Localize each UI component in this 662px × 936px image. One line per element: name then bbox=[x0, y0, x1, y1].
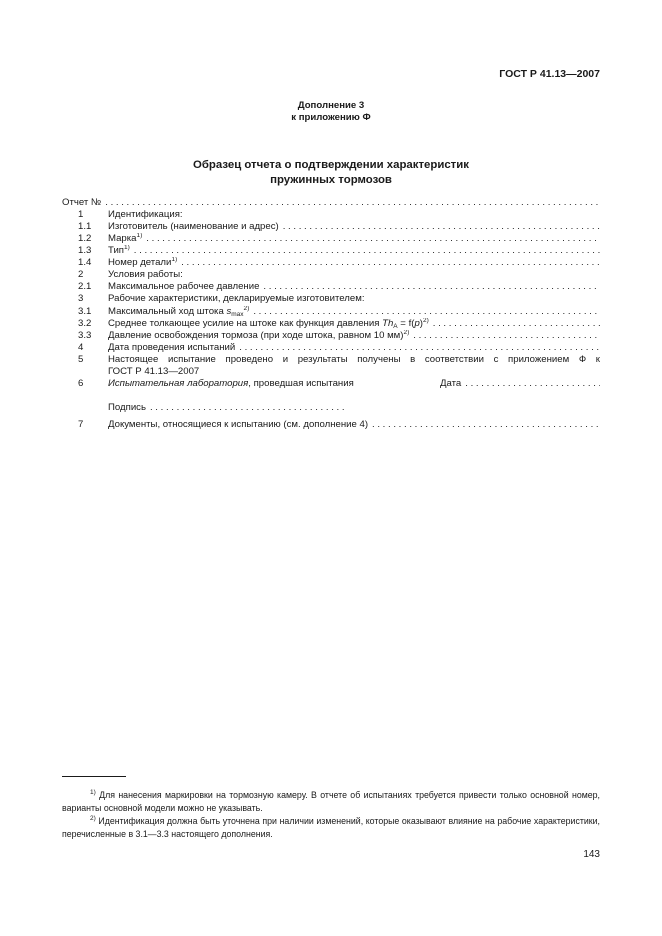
item-label bbox=[108, 245, 130, 257]
thrust-subscript: A bbox=[393, 323, 398, 330]
report-number-field[interactable] bbox=[101, 197, 600, 209]
footnote-divider bbox=[62, 776, 126, 777]
item-number: 3.1 bbox=[78, 306, 92, 317]
type-field[interactable] bbox=[130, 245, 600, 257]
thrust-equals: = f( bbox=[397, 318, 415, 329]
footnote-ref: 1) bbox=[124, 245, 130, 251]
footnote-ref: 2) bbox=[243, 306, 250, 312]
type-label: Тип bbox=[108, 245, 124, 256]
supplement-line-2: к приложению Ф bbox=[291, 112, 371, 123]
form-row-3-3 bbox=[62, 330, 600, 342]
item-label: Изготовитель (наименование и адрес) bbox=[108, 221, 279, 232]
max-pressure-field[interactable] bbox=[259, 281, 600, 293]
footnote-1 bbox=[62, 789, 600, 815]
footnote-ref: 1) bbox=[171, 257, 178, 263]
footnote-mark-2: 2) bbox=[90, 815, 96, 822]
release-pressure-label: Давление освобождения тормоза (при ходе штока, равном 10 мм) bbox=[108, 330, 404, 341]
document-title bbox=[0, 158, 662, 188]
item-number: 3.3 bbox=[78, 330, 92, 341]
item-label bbox=[108, 233, 142, 245]
form-row-3 bbox=[62, 293, 600, 305]
report-number-label: Отчет № bbox=[62, 197, 102, 208]
footnote-text-2: Идентификация должна быть уточнена при наличии изменений, которые оказывают влияние на рабочие характеристики, перечисленные в 3.1—3.3 настоящего дополнения. bbox=[62, 816, 600, 839]
form-row-3-2 bbox=[62, 318, 600, 330]
item-number: 1.1 bbox=[78, 221, 92, 232]
form-row-1 bbox=[62, 209, 600, 221]
test-date-field[interactable] bbox=[235, 342, 600, 354]
footnote-text-1: Для нанесения маркировки на тормозную камеру. В отчете об испытаниях требуется привести только основной номер, варианты основной модели можно не указывать. bbox=[62, 790, 600, 813]
standard-designation: ГОСТ Р 41.13—2007 bbox=[499, 68, 600, 80]
signature-field[interactable] bbox=[146, 402, 344, 414]
item-label: Рабочие характеристики, декларируемые изготовителем: bbox=[108, 293, 365, 304]
item-number: 5 bbox=[78, 354, 84, 365]
item-label bbox=[108, 330, 409, 342]
lab-label: Испытательная лаборатория bbox=[108, 378, 249, 389]
footnote-2 bbox=[62, 815, 600, 841]
supplement-heading bbox=[0, 100, 662, 124]
form-row-6 bbox=[62, 378, 600, 390]
item-number: 3.2 bbox=[78, 318, 92, 329]
item-label: Максимальное рабочее давление bbox=[108, 281, 260, 292]
form-row-1-3 bbox=[62, 245, 600, 257]
stroke-label: Максимальный ход штока bbox=[108, 306, 224, 317]
item-number: 6 bbox=[78, 378, 84, 389]
form-row-5 bbox=[62, 354, 600, 366]
stroke-symbol: s bbox=[226, 306, 232, 317]
max-stroke-field[interactable] bbox=[249, 306, 600, 318]
thrust-label: Среднее толкающее усилие на штоке как функция давления bbox=[108, 318, 380, 329]
footnote-ref: 2) bbox=[422, 318, 429, 324]
footnote-ref: 1) bbox=[136, 233, 143, 239]
item-label: Настоящее испытание проведено и результаты получены в соответствии с приложением Ф к bbox=[108, 354, 600, 365]
footnote-ref: 2) bbox=[403, 330, 410, 336]
item-label bbox=[108, 257, 177, 269]
date-label: Дата bbox=[440, 378, 462, 389]
item-label: Идентификация: bbox=[108, 209, 183, 220]
stroke-subscript: max bbox=[231, 311, 244, 318]
title-line-1: Образец отчета о подтверждении характеристик bbox=[193, 159, 469, 171]
item-number: 2.1 bbox=[78, 281, 92, 292]
item-number: 7 bbox=[78, 419, 84, 430]
item-number: 4 bbox=[78, 342, 84, 353]
report-number-row bbox=[62, 197, 600, 209]
item-label bbox=[108, 318, 429, 330]
item-label bbox=[108, 306, 249, 318]
item-number: 1.4 bbox=[78, 257, 92, 268]
form-row-2-1 bbox=[62, 281, 600, 293]
item-label: Условия работы: bbox=[108, 269, 183, 280]
signature-label: Подпись bbox=[108, 402, 146, 413]
supplement-line-1: Дополнение 3 bbox=[297, 100, 365, 111]
thrust-field[interactable] bbox=[429, 318, 600, 330]
manufacturer-field[interactable] bbox=[279, 221, 600, 233]
date-field[interactable] bbox=[461, 378, 600, 390]
item-label bbox=[108, 378, 440, 390]
form-row-5-cont bbox=[62, 366, 600, 378]
pressure-symbol: p bbox=[414, 318, 420, 329]
item-number: 1.2 bbox=[78, 233, 92, 244]
title-line-2: пружинных тормозов bbox=[270, 174, 392, 186]
item-number: 3 bbox=[78, 293, 84, 304]
documents-field[interactable] bbox=[368, 419, 600, 431]
brand-field[interactable] bbox=[142, 233, 600, 245]
form-row-1-1 bbox=[62, 221, 600, 233]
item-number: 1.3 bbox=[78, 245, 92, 256]
part-number-field[interactable] bbox=[177, 257, 600, 269]
brand-label: Марка bbox=[108, 233, 137, 244]
part-number-label: Номер детали bbox=[108, 257, 172, 268]
form-row-7 bbox=[62, 419, 600, 431]
footnote-mark-1: 1) bbox=[90, 789, 96, 796]
page-number: 143 bbox=[583, 849, 600, 860]
item-label: Документы, относящиеся к испытанию (см. дополнение 4) bbox=[108, 419, 369, 430]
item-label: Дата проведения испытаний bbox=[108, 342, 236, 353]
form-row-1-4 bbox=[62, 257, 600, 269]
thrust-close: ) bbox=[419, 318, 423, 329]
release-pressure-field[interactable] bbox=[409, 330, 600, 342]
item-number: 2 bbox=[78, 269, 84, 280]
form-row-1-2 bbox=[62, 233, 600, 245]
lab-label-rest: , проведшая испытания bbox=[248, 378, 354, 389]
form-row-2 bbox=[62, 269, 600, 281]
thrust-symbol: Th bbox=[382, 318, 394, 329]
form-row-3-1 bbox=[62, 306, 600, 318]
item-label-cont: ГОСТ Р 41.13—2007 bbox=[108, 366, 200, 377]
form-row-4 bbox=[62, 342, 600, 354]
item-number: 1 bbox=[78, 209, 84, 220]
signature-row bbox=[62, 402, 600, 414]
